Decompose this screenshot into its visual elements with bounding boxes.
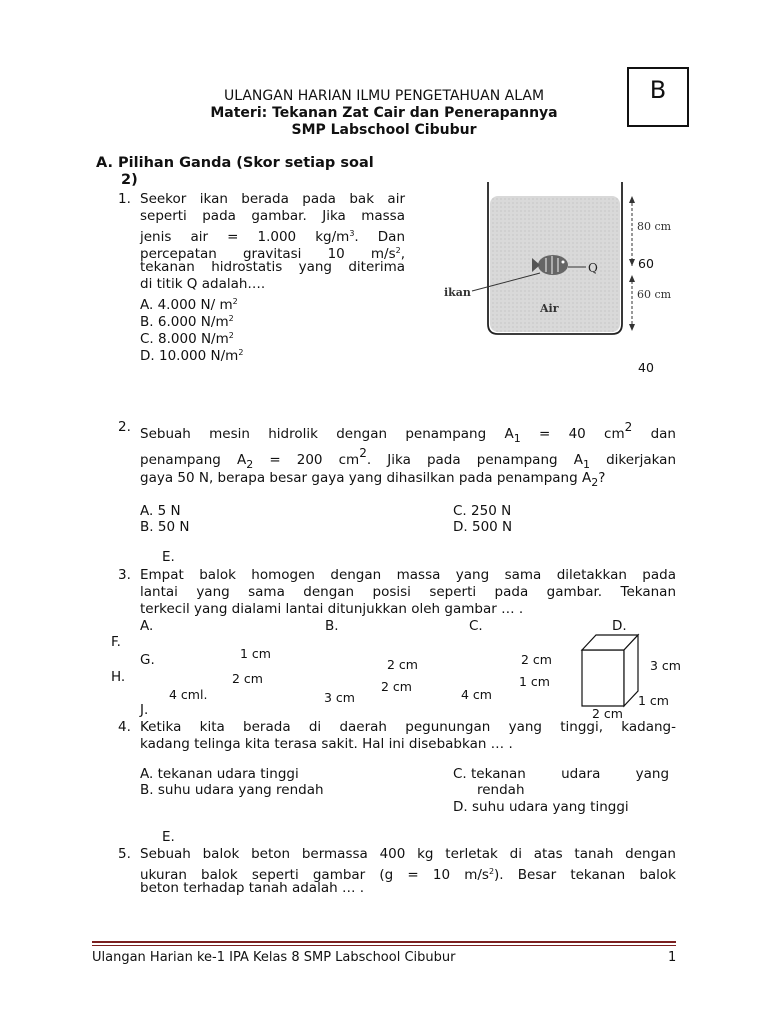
answer-option-c[interactable]: C. tekanan udara yang xyxy=(453,766,670,782)
question-text-line: seperti pada gambar. Jika massa xyxy=(140,208,405,224)
annotation-40: 40 xyxy=(638,360,654,375)
section-title-cont: 2) xyxy=(121,172,138,188)
answer-option-c[interactable]: C. 8.000 $N/m^2$ xyxy=(140,331,234,347)
dim-80-arrow-bottom xyxy=(629,259,635,266)
point-q-label: Q xyxy=(588,261,598,275)
answer-option-a[interactable]: A. tekanan udara tinggi xyxy=(140,766,299,782)
question-text-line: terkecil yang dialami lantai ditunjukkan oleh gambar … . xyxy=(140,601,524,617)
dim-b-bot: 3 cm xyxy=(324,690,355,705)
air-label: Air xyxy=(540,302,559,315)
footer-divider-thin xyxy=(92,945,676,946)
answer-option-e[interactable]: E. xyxy=(162,829,175,845)
dim-60-label: 60 cm xyxy=(637,288,672,301)
question-number: 1. xyxy=(118,191,131,207)
dim-60-arrow-bottom xyxy=(629,324,635,331)
dim-c-left: 4 cm xyxy=(461,687,492,702)
dim-a-top: 1 cm xyxy=(240,646,271,661)
question-text-line: di titik Q adalah…. xyxy=(140,276,266,292)
dim-a-left: 4 cml. xyxy=(169,687,208,702)
footer-text: Ulangan Harian ke-1 IPA Kelas 8 SMP Labschool Cibubur xyxy=(92,950,456,965)
dim-d-bot: 2 cm xyxy=(592,706,623,721)
question-text-line: lantai yang sama dengan posisi seperti pada gambar. Tekanan xyxy=(140,584,676,600)
question-text-line: Ketika kita berada di daerah pegunungan yang tinggi, kadang- xyxy=(140,719,676,735)
version-letter: B xyxy=(649,76,667,104)
question-text-line: Seekor ikan berada pada bak air xyxy=(140,191,405,207)
answer-option-a[interactable]: A. 5 N xyxy=(140,503,181,519)
dim-d-right: 3 cm xyxy=(650,658,681,673)
figure-label-h: H. xyxy=(111,669,126,685)
page-number: 1 xyxy=(668,950,677,965)
dim-80-label: 80 cm xyxy=(637,220,672,233)
dim-c-mid: 1 cm xyxy=(519,674,550,689)
exam-title: ULANGAN HARIAN ILMU PENGETAHUAN ALAM xyxy=(223,88,545,104)
block-d-figure xyxy=(580,632,642,708)
question-text-line: jenis air = 1.000 $kg/m^3$. Dan xyxy=(140,229,405,245)
question-text-line: Sebuah balok beton bermassa 400 kg terletak di atas tanah dengan xyxy=(140,846,676,862)
question-text-line: kadang telinga kita terasa sakit. Hal ini disebabkan … . xyxy=(140,736,513,752)
answer-option-d[interactable]: D. 10.000 $N/m^2$ xyxy=(140,348,244,364)
dim-d-side: 1 cm xyxy=(638,693,669,708)
question-text-line: ukuran balok seperti gambar (g = 10 $m/s^2$). Besar tekanan balok xyxy=(140,867,676,883)
dim-b-top: 2 cm xyxy=(387,657,418,672)
answer-option-b[interactable]: B. 50 N xyxy=(140,519,190,535)
section-title: A. Pilihan Ganda (Skor setiap soal xyxy=(96,155,374,171)
answer-option-b[interactable]: B. suhu udara yang rendah xyxy=(140,782,324,798)
question-number: 2. xyxy=(118,419,131,435)
question-number: 4. xyxy=(118,719,131,735)
footer-divider xyxy=(92,941,676,943)
question-number: 3. xyxy=(118,567,131,583)
answer-option-d[interactable]: D. suhu udara yang tinggi xyxy=(453,799,629,815)
dim-a-mid: 2 cm xyxy=(232,671,263,686)
dim-c-top: 2 cm xyxy=(521,652,552,667)
figure-label-j: J. xyxy=(140,702,149,718)
figure-label-f: F. xyxy=(111,634,121,650)
answer-option-c-cont: rendah xyxy=(477,782,525,798)
question-text-line: Sebuah mesin hidrolik dengan penampang $A_1 = 40$ $cm^2$ dan xyxy=(140,420,676,445)
ikan-label: ikan xyxy=(444,286,471,299)
answer-option-e[interactable]: E. xyxy=(162,549,175,565)
answer-option-b[interactable]: B. 6.000 $N/m^2$ xyxy=(140,314,234,330)
dim-60-arrow-top xyxy=(629,275,635,282)
answer-option-c[interactable]: C. 250 N xyxy=(453,503,512,519)
dim-80-arrow-top xyxy=(629,196,635,203)
exam-school: SMP Labschool Cibubur xyxy=(291,122,477,138)
dim-b-mid: 2 cm xyxy=(381,679,412,694)
block-d-front xyxy=(582,650,624,706)
question-text-line: tekanan hidrostatis yang diterima xyxy=(140,259,405,275)
answer-option-a[interactable]: A. 4.000 N/ $m^2$ xyxy=(140,297,238,313)
answer-option-d[interactable]: D. 500 N xyxy=(453,519,513,535)
exam-materi: Materi: Tekanan Zat Cair dan Penerapannya xyxy=(210,105,558,121)
question-text-line: Empat balok homogen dengan massa yang sama diletakkan pada xyxy=(140,567,676,583)
figure-label-g: G. xyxy=(140,652,155,668)
figure-label-a[interactable]: A. xyxy=(140,618,154,634)
question-number: 5. xyxy=(118,846,131,862)
question-text-line: beton terhadap tanah adalah … . xyxy=(140,880,365,896)
figure-label-d[interactable]: D. xyxy=(612,618,627,634)
figure-label-c[interactable]: C. xyxy=(469,618,483,634)
annotation-60: 60 xyxy=(638,256,654,271)
question-text-line: penampang $A_2 = 200$ $cm^2$. Jika pada penampang $A_1$ dikerjakan xyxy=(140,446,677,471)
question-text-line: percepatan gravitasi 10 $m/s^2$, xyxy=(140,246,405,262)
question-text-line: gaya 50 N, berapa besar gaya yang dihasilkan pada penampang $A_2$? xyxy=(140,470,606,489)
figure-label-b[interactable]: B. xyxy=(325,618,339,634)
